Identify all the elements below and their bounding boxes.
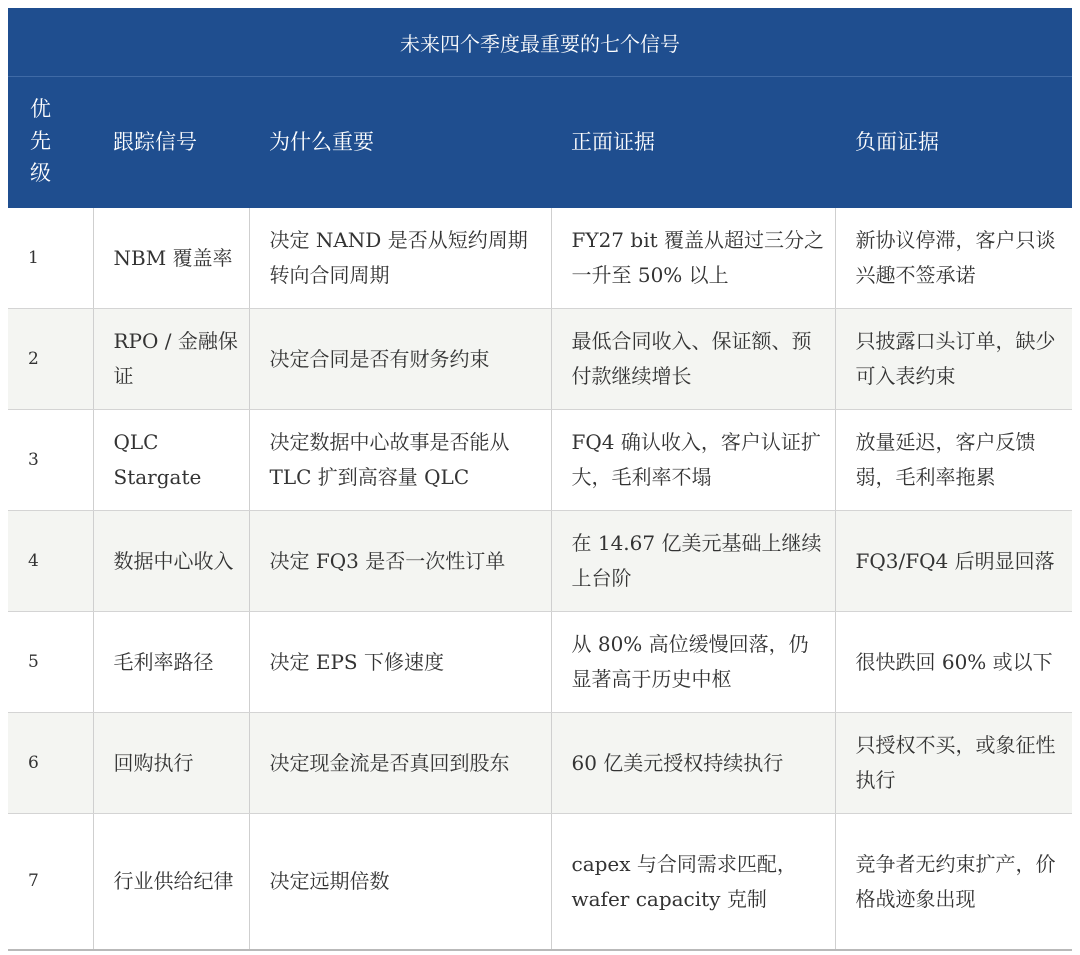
cell-positive: 最低合同收入、保证额、预付款继续增长: [551, 309, 835, 410]
signals-table: [8, 8, 1072, 951]
cell-positive: FQ4 确认收入，客户认证扩大，毛利率不塌: [551, 410, 835, 511]
cell-positive: 从 80% 高位缓慢回落，仍显著高于历史中枢: [551, 612, 835, 713]
cell-negative: 只授权不买，或象征性执行: [835, 713, 1072, 814]
cell-signal: 数据中心收入: [93, 511, 249, 612]
cell-signal: QLC Stargate: [93, 410, 249, 511]
cell-priority: 2: [8, 309, 93, 410]
cell-signal: NBM 覆盖率: [93, 207, 249, 309]
cell-positive: 60 亿美元授权持续执行: [551, 713, 835, 814]
cell-why: 决定远期倍数: [249, 814, 551, 951]
cell-negative: 新协议停滞，客户只谈兴趣不签承诺: [835, 207, 1072, 309]
table-row: [8, 309, 1072, 410]
header-priority-text: 优先级: [30, 97, 51, 185]
cell-priority: 6: [8, 713, 93, 814]
table-row: [8, 207, 1072, 309]
signals-table-container: [8, 8, 1072, 951]
cell-why: 决定 FQ3 是否一次性订单: [249, 511, 551, 612]
cell-why: 决定 EPS 下修速度: [249, 612, 551, 713]
cell-priority: 3: [8, 410, 93, 511]
table-title-row: [8, 8, 1072, 77]
table-row: [8, 713, 1072, 814]
cell-positive: capex 与合同需求匹配，wafer capacity 克制: [551, 814, 835, 951]
cell-negative: 很快跌回 60% 或以下: [835, 612, 1072, 713]
cell-why: 决定 NAND 是否从短约周期转向合同周期: [249, 207, 551, 309]
table-row: [8, 814, 1072, 951]
cell-priority: 7: [8, 814, 93, 951]
cell-signal: 回购执行: [93, 713, 249, 814]
table-title: 未来四个季度最重要的七个信号: [8, 8, 1072, 77]
cell-positive: FY27 bit 覆盖从超过三分之一升至 50% 以上: [551, 207, 835, 309]
header-positive: 正面证据: [551, 77, 835, 207]
cell-negative: 只披露口头订单，缺少可入表约束: [835, 309, 1072, 410]
cell-priority: 5: [8, 612, 93, 713]
header-negative: 负面证据: [835, 77, 1072, 207]
cell-why: 决定合同是否有财务约束: [249, 309, 551, 410]
cell-positive: 在 14.67 亿美元基础上继续上台阶: [551, 511, 835, 612]
cell-signal: RPO / 金融保证: [93, 309, 249, 410]
cell-why: 决定数据中心故事是否能从 TLC 扩到高容量 QLC: [249, 410, 551, 511]
table-row: [8, 511, 1072, 612]
table-row: [8, 612, 1072, 713]
cell-signal: 毛利率路径: [93, 612, 249, 713]
cell-negative: FQ3/FQ4 后明显回落: [835, 511, 1072, 612]
header-why: 为什么重要: [249, 77, 551, 207]
header-priority: [8, 77, 93, 207]
cell-priority: 4: [8, 511, 93, 612]
cell-why: 决定现金流是否真回到股东: [249, 713, 551, 814]
table-row: [8, 410, 1072, 511]
cell-signal: 行业供给纪律: [93, 814, 249, 951]
cell-priority: 1: [8, 207, 93, 309]
cell-negative: 放量延迟，客户反馈弱，毛利率拖累: [835, 410, 1072, 511]
header-signal: 跟踪信号: [93, 77, 249, 207]
header-row: [8, 77, 1072, 207]
cell-negative: 竞争者无约束扩产，价格战迹象出现: [835, 814, 1072, 951]
